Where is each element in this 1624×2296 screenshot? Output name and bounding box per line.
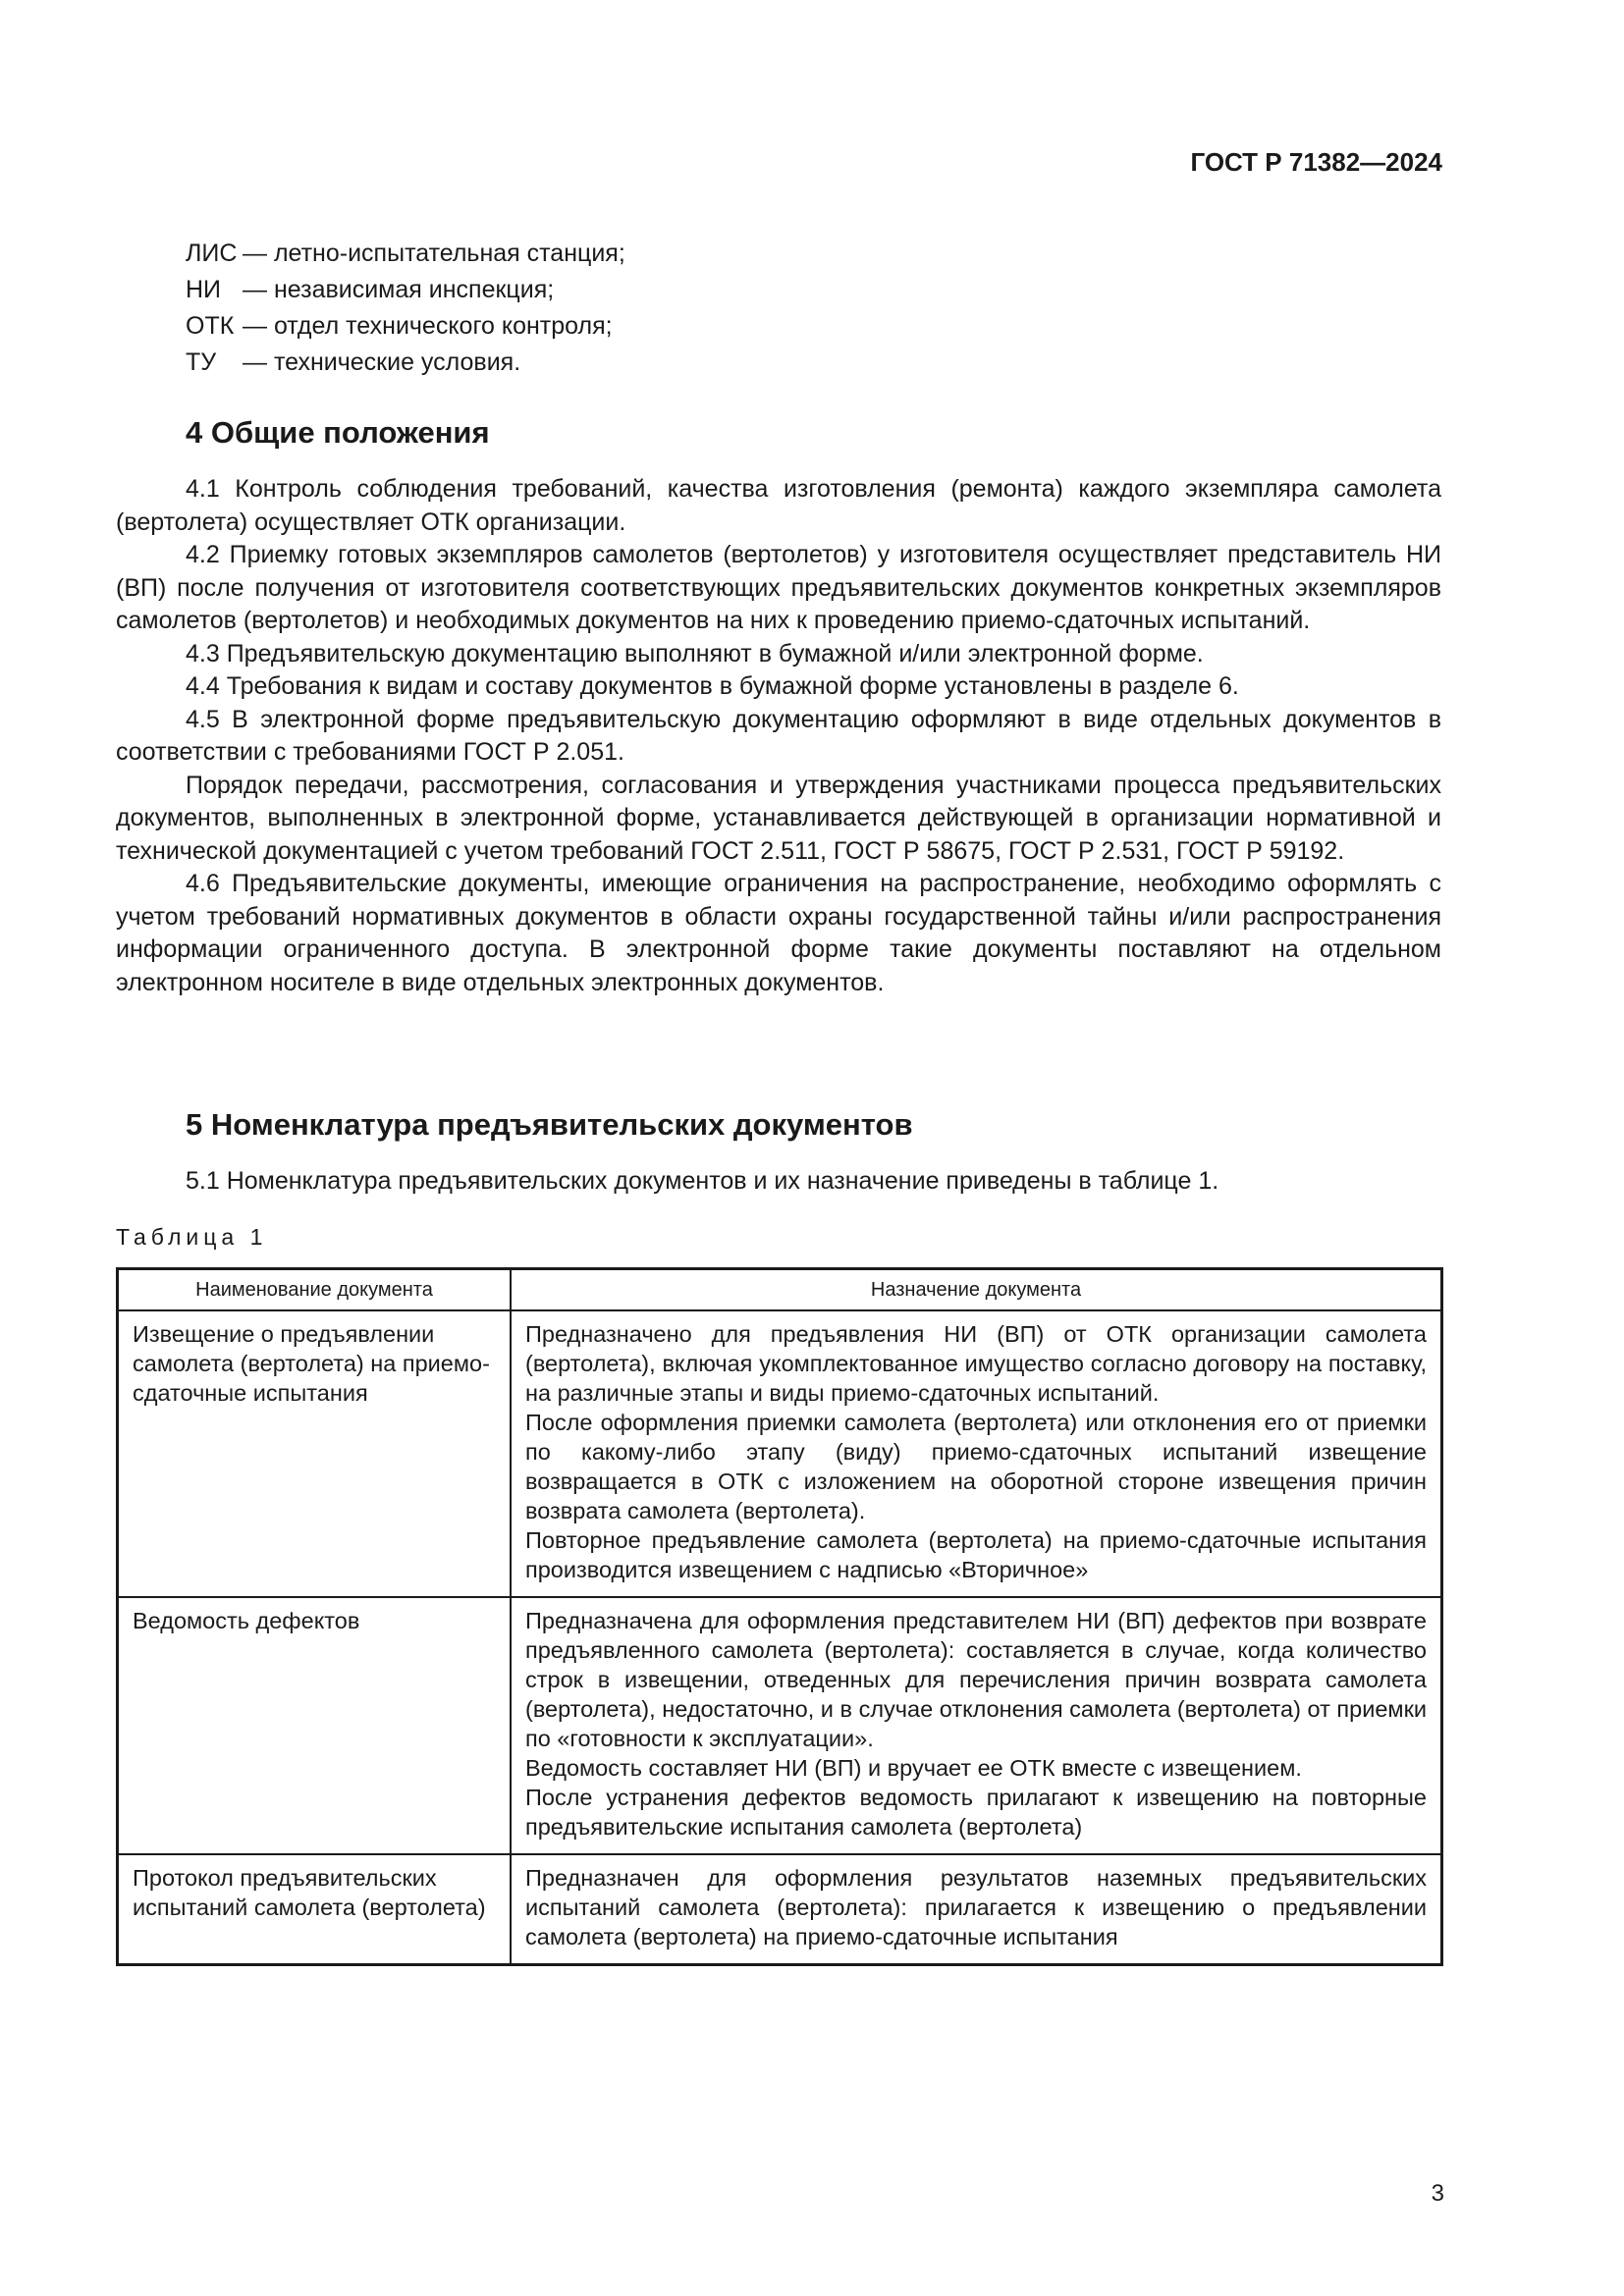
- document-name: Извещение о предъявлении самолета (вертолета) на приемо-сдаточные испытания: [133, 1321, 490, 1406]
- document-name: Протокол предъявительских испытаний самолета (вертолета): [133, 1865, 486, 1920]
- column-header-document-name: Наименование документа: [118, 1269, 512, 1311]
- abbreviation-definition: — летно-испытательная станция;: [243, 240, 625, 267]
- abbreviation-term: ТУ: [186, 348, 217, 376]
- document-purpose-cell: [511, 1310, 1442, 1597]
- paragraph-4-6: 4.6 Предъявительские документы, имеющие ограничения на распространение, необходимо оформлять с учетом требований нормативных документов в области охраны государственной тайны и/или распространения информации ограниченного доступа. В электронной форме такие документы поставляют на отдельном электронном носителе в виде отдельных электронных документов.: [116, 870, 1441, 996]
- purpose-paragraph: Предназначен для оформления результатов наземных предъявительских испытаний самолета (вертолета): прилагается к извещению о предъявлении самолета (вертолета) на приемо-сдаточные испытания: [525, 1865, 1427, 1949]
- abbreviation-list: [186, 236, 625, 381]
- paragraph-4-3: 4.3 Предъявительскую документацию выполняют в бумажной и/или электронной форме.: [186, 639, 1204, 667]
- purpose-paragraph: Предназначено для предъявления НИ (ВП) от ОТК организации самолета (вертолета), включая укомплектованное имущество согласно договору на поставку, на различные этапы и виды приемо-сдаточных испытаний.: [525, 1321, 1427, 1406]
- paragraph-4-5: 4.5 В электронной форме предъявительскую документацию оформляют в виде отдельных документов в соответствии с требованиями ГОСТ Р 2.051.: [116, 705, 1441, 766]
- purpose-paragraph: После устранения дефектов ведомость прилагают к извещению на повторные предъявительские испытания самолета (вертолета): [525, 1785, 1427, 1840]
- abbreviation-item: [186, 236, 625, 272]
- abbreviation-definition: — независимая инспекция;: [243, 276, 555, 303]
- table-label: Таблица 1: [116, 1224, 268, 1250]
- table-header-row: [118, 1269, 1442, 1311]
- document-code: ГОСТ Р 71382—2024: [1190, 147, 1442, 177]
- abbreviation-term: НИ: [186, 276, 222, 303]
- abbreviation-definition: — отдел технического контроля;: [243, 312, 613, 340]
- document-name-cell: [118, 1854, 512, 1965]
- paragraph-4-4: 4.4 Требования к видам и составу документов в бумажной форме установлены в разделе 6.: [186, 672, 1239, 700]
- section-5-title: 5 Номенклатура предъявительских документов: [186, 1107, 913, 1142]
- document-name: Ведомость дефектов: [133, 1608, 360, 1633]
- document-purpose-cell: [511, 1854, 1442, 1965]
- column-header-document-purpose: Назначение документа: [511, 1269, 1442, 1311]
- paragraph-4-5-procedure: Порядок передачи, рассмотрения, согласования и утверждения участниками процесса предъявительских документов, выполненных в электронной форме, устанавливается действующей в организации нормативной и технической документацией с учетом требований ГОСТ 2.511, ГОСТ Р 58675, ГОСТ Р 2.531, ГОСТ Р 59192.: [116, 771, 1441, 865]
- table-row: [118, 1597, 1442, 1854]
- purpose-paragraph: Повторное предъявление самолета (вертолета) на приемо-сдаточные испытания производится извещением с надписью «Вторичное»: [525, 1527, 1427, 1582]
- paragraph-4-1: 4.1 Контроль соблюдения требований, качества изготовления (ремонта) каждого экземпляра самолета (вертолета) осуществляет ОТК организации.: [116, 475, 1441, 536]
- purpose-paragraph: Ведомость составляет НИ (ВП) и вручает ее ОТК вместе с извещением.: [525, 1755, 1302, 1781]
- purpose-paragraph: После оформления приемки самолета (вертолета) или отклонения его от приемки по какому-либо этапу (виду) приемо-сдаточных испытаний извещение возвращается в ОТК с изложением на оборотной стороне извещения причин возврата самолета (вертолета).: [525, 1410, 1427, 1523]
- abbreviation-item: [186, 308, 625, 345]
- abbreviation-definition: — технические условия.: [243, 348, 521, 376]
- paragraph-4-2: 4.2 Приемку готовых экземпляров самолетов (вертолетов) у изготовителя осуществляет представитель НИ (ВП) после получения от изготовителя соответствующих предъявительских документов конкретных экземпляров самолетов (вертолетов) и необходимых документов на них к проведению приемо-сдаточных испытаний.: [116, 541, 1441, 634]
- section-4-title: 4 Общие положения: [186, 415, 490, 450]
- abbreviation-term: ОТК: [186, 312, 235, 340]
- table-row: [118, 1310, 1442, 1597]
- page-number: 3: [1431, 2180, 1444, 2207]
- document-name-cell: [118, 1310, 512, 1597]
- section-5-body: [116, 1165, 1441, 1199]
- document-name-cell: [118, 1597, 512, 1854]
- abbreviation-term: ЛИС: [186, 240, 238, 267]
- abbreviation-item: [186, 272, 625, 308]
- section-4-body: [116, 473, 1441, 999]
- abbreviation-item: [186, 345, 625, 381]
- table-row: [118, 1854, 1442, 1965]
- purpose-paragraph: Предназначена для оформления представителем НИ (ВП) дефектов при возврате предъявленного самолета (вертолета): составляется в случае, когда количество строк в извещении, отведенных для перечисления причин возврата самолета (вертолета), недостаточно, и в случае отклонения самолета (вертолета) от приемки по «готовности к эксплуатации».: [525, 1608, 1427, 1751]
- document-nomenclature-table: [116, 1267, 1443, 1966]
- paragraph-5-1: 5.1 Номенклатура предъявительских документов и их назначение приведены в таблице 1.: [186, 1167, 1219, 1195]
- document-purpose-cell: [511, 1597, 1442, 1854]
